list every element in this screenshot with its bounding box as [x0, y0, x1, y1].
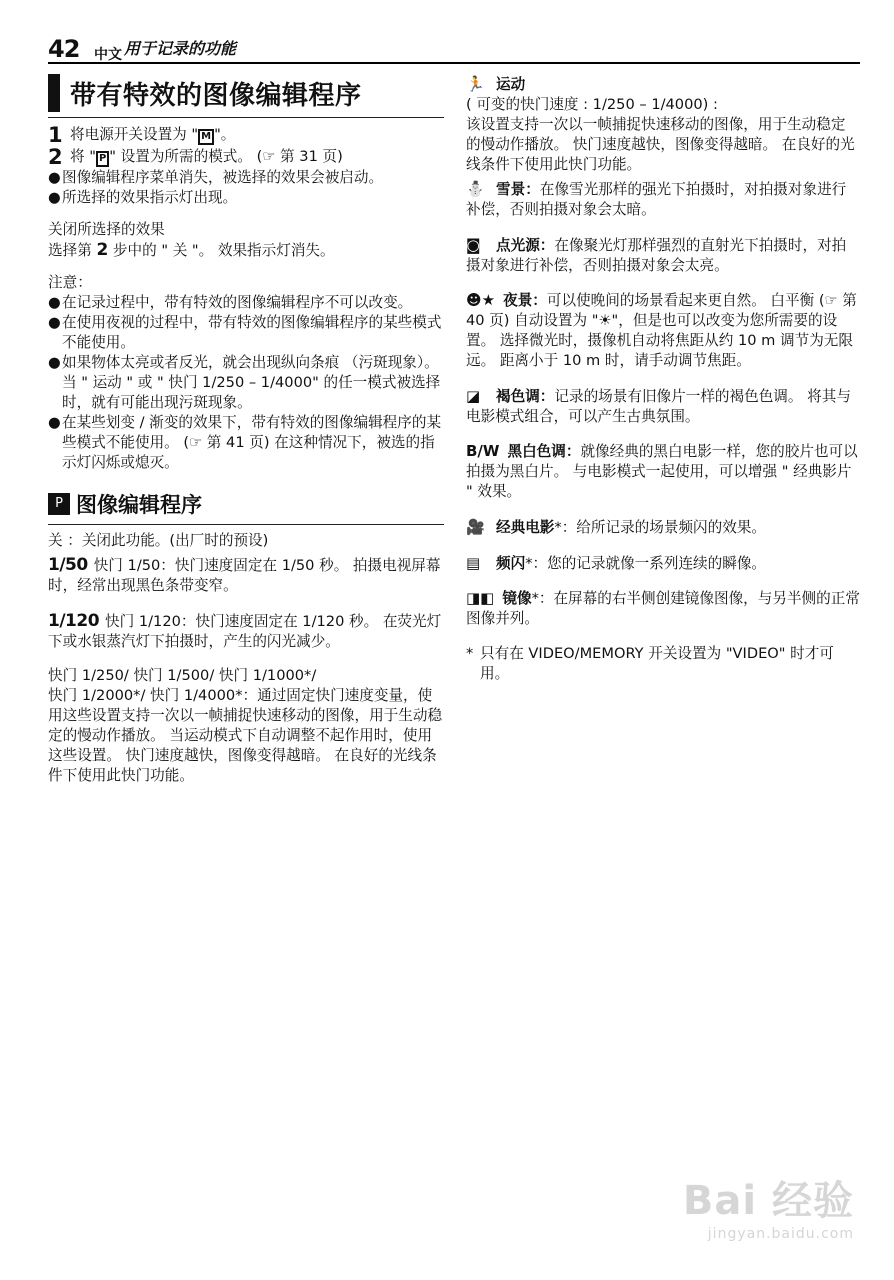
night-option: ☻★ 夜景：可以使晚间的场景看起来更自然。 白平衡 (☞ 第 40 页) 自动设置为 "☀"，但是也可以改变为您所需要的设置。 选择微光时，摄像机自动将焦距从约 10 m 调节为无限远。 距离小于 10 m 时，请手动调节焦距。	[466, 291, 857, 370]
close-effect-heading: 关闭所选择的效果	[48, 221, 165, 238]
mirror-icon: ◨◧	[466, 589, 495, 608]
list-item: ● 在记录过程中，带有特效的图像编辑程序不可以改变。	[48, 294, 413, 311]
section-heading	[48, 489, 444, 525]
watermark-url: jingyan.baidu.com	[707, 1226, 854, 1242]
step-number: 1	[48, 123, 63, 147]
section-title: 图像编辑程序	[76, 493, 202, 517]
step-text: 将电源开关设置为 " M "。	[70, 126, 236, 143]
list-item: ● 在某些划变 / 渐变的效果下，带有特效的图像编辑程序的某些模式不能使用。 (☞ 第 41 页) 在这种情况下，被选的指示灯闪烁或熄灭。	[48, 414, 442, 471]
movie-camera-icon: 🎥	[466, 517, 485, 536]
left-column	[48, 74, 444, 801]
sepia-option: ◪ 褐色调：记录的场景有旧像片一样的褐色色调。 将其与电影模式组合，可以产生古典氛围。	[466, 386, 851, 425]
snow-icon: ⛄	[466, 180, 485, 198]
sports-icon: 🏃	[466, 75, 485, 93]
program-ae-icon: P	[96, 151, 109, 167]
shutter-120-option: 1/120 快门 1/120：快门速度固定在 1/120 秒。 在荧光灯下或水银蒸汽灯下拍摄时，产生的闪光减少。	[48, 610, 442, 650]
sports-option: 🏃 运动	[466, 75, 526, 93]
page-title	[48, 74, 444, 118]
sports-text: 该设置支持一次以一帧捕捉快速移动的图像，用于生动稳定的慢动作播放。 快门速度越快，图像变得越暗。 在良好的光线条件下使用此快门功能。	[466, 116, 855, 173]
list-item: ● 如果物体太亮或者反光，就会出现纵向条痕 （污斑现象）。当 " 运动 " 或 " 快门 1/250 – 1/4000" 的任一模式被选择时，就有可能出现污斑现象。	[48, 354, 441, 411]
step-2	[48, 146, 444, 168]
off-option: 关 ：关闭此功能。(出厂时的预设)	[48, 532, 269, 549]
strobe-icon: ▤	[466, 553, 481, 572]
step-text: 将 " P " 设置为所需的模式。 (☞ 第 31 页)	[70, 148, 343, 165]
night-icon: ☻★	[466, 291, 496, 310]
spotlight-icon: ◙	[466, 235, 481, 254]
strobe-option: ▤ 频闪*：您的记录就像一系列连续的瞬像。	[466, 553, 767, 572]
close-effect-text: 选择第 2 步中的 " 关 "。 效果指示灯消失。	[48, 240, 335, 260]
shutter-50-option: 1/50 快门 1/50：快门速度固定在 1/50 秒。 拍摄电视屏幕时，经常出现黑色条带变窄。	[48, 555, 441, 594]
page-header	[48, 36, 860, 64]
note-heading: 注意：	[48, 274, 92, 291]
mode-m-icon: M	[198, 129, 214, 145]
snow-option: ⛄ 雪景：在像雪光那样的强光下拍摄时，对拍摄对象进行补偿，否则拍摄对象会太暗。	[466, 180, 847, 218]
sepia-icon: ◪	[466, 386, 481, 405]
step-1	[48, 124, 444, 146]
baidu-jingyan-watermark	[683, 1169, 854, 1242]
bw-icon: B/W	[466, 442, 500, 461]
spotlight-option: ◙ 点光源：在像聚光灯那样强烈的直射光下拍摄时，对拍摄对象进行补偿，否则拍摄对象会太亮。	[466, 235, 847, 274]
right-column	[466, 74, 860, 684]
monotone-option: B/W 黑白色调：就像经典的黑白电影一样，您的胶片也可以拍摄为黑白片。 与电影模式一起使用，可以增强 " 经典影片 " 效果。	[466, 442, 858, 501]
step-number: 2	[48, 145, 63, 169]
program-ae-icon: P	[48, 493, 70, 515]
high-speed-shutter-option: 快门 1/250/ 快门 1/500/ 快门 1/1000*/ 快门 1/2000*/ 快门 1/4000*：通过固定快门速度变量，使用这些设置支持一次以一帧捕捉快速移动的图像，用于生动稳定的慢动作播放。 当运动模式下自动调整不起作用时，使用这些设置。 快门速度越快，图像变得越暗。 在良好的光线条件下使用此快门功能。	[48, 667, 443, 785]
sports-subtitle: ( 可变的快门速度 : 1/250 – 1/4000) :	[466, 96, 718, 113]
title-bar-decoration	[48, 74, 60, 112]
classic-film-option: 🎥 经典电影*：给所记录的场景频闪的效果。	[466, 517, 767, 536]
list-item: ● 图像编辑程序菜单消失，被选择的效果会被启动。	[48, 169, 384, 186]
watermark-logo: Bai 经验	[682, 1178, 854, 1224]
footnote: * 只有在 VIDEO/MEMORY 开关设置为 "VIDEO" 时才可用。	[466, 644, 834, 682]
mirror-option: ◨◧ 镜像*：在屏幕的右半侧创建镜像图像，与另半侧的正常图像并列。	[466, 589, 860, 628]
title-text: 带有特效的图像编辑程序	[70, 80, 362, 111]
list-item: ● 在使用夜视的过程中，带有特效的图像编辑程序的某些模式不能使用。	[48, 314, 442, 351]
page-number: 42	[48, 35, 80, 63]
section-name: 用于记录的功能	[124, 39, 237, 58]
list-item: ● 所选择的效果指示灯出现。	[48, 189, 238, 206]
language-label: 中文	[94, 47, 122, 63]
